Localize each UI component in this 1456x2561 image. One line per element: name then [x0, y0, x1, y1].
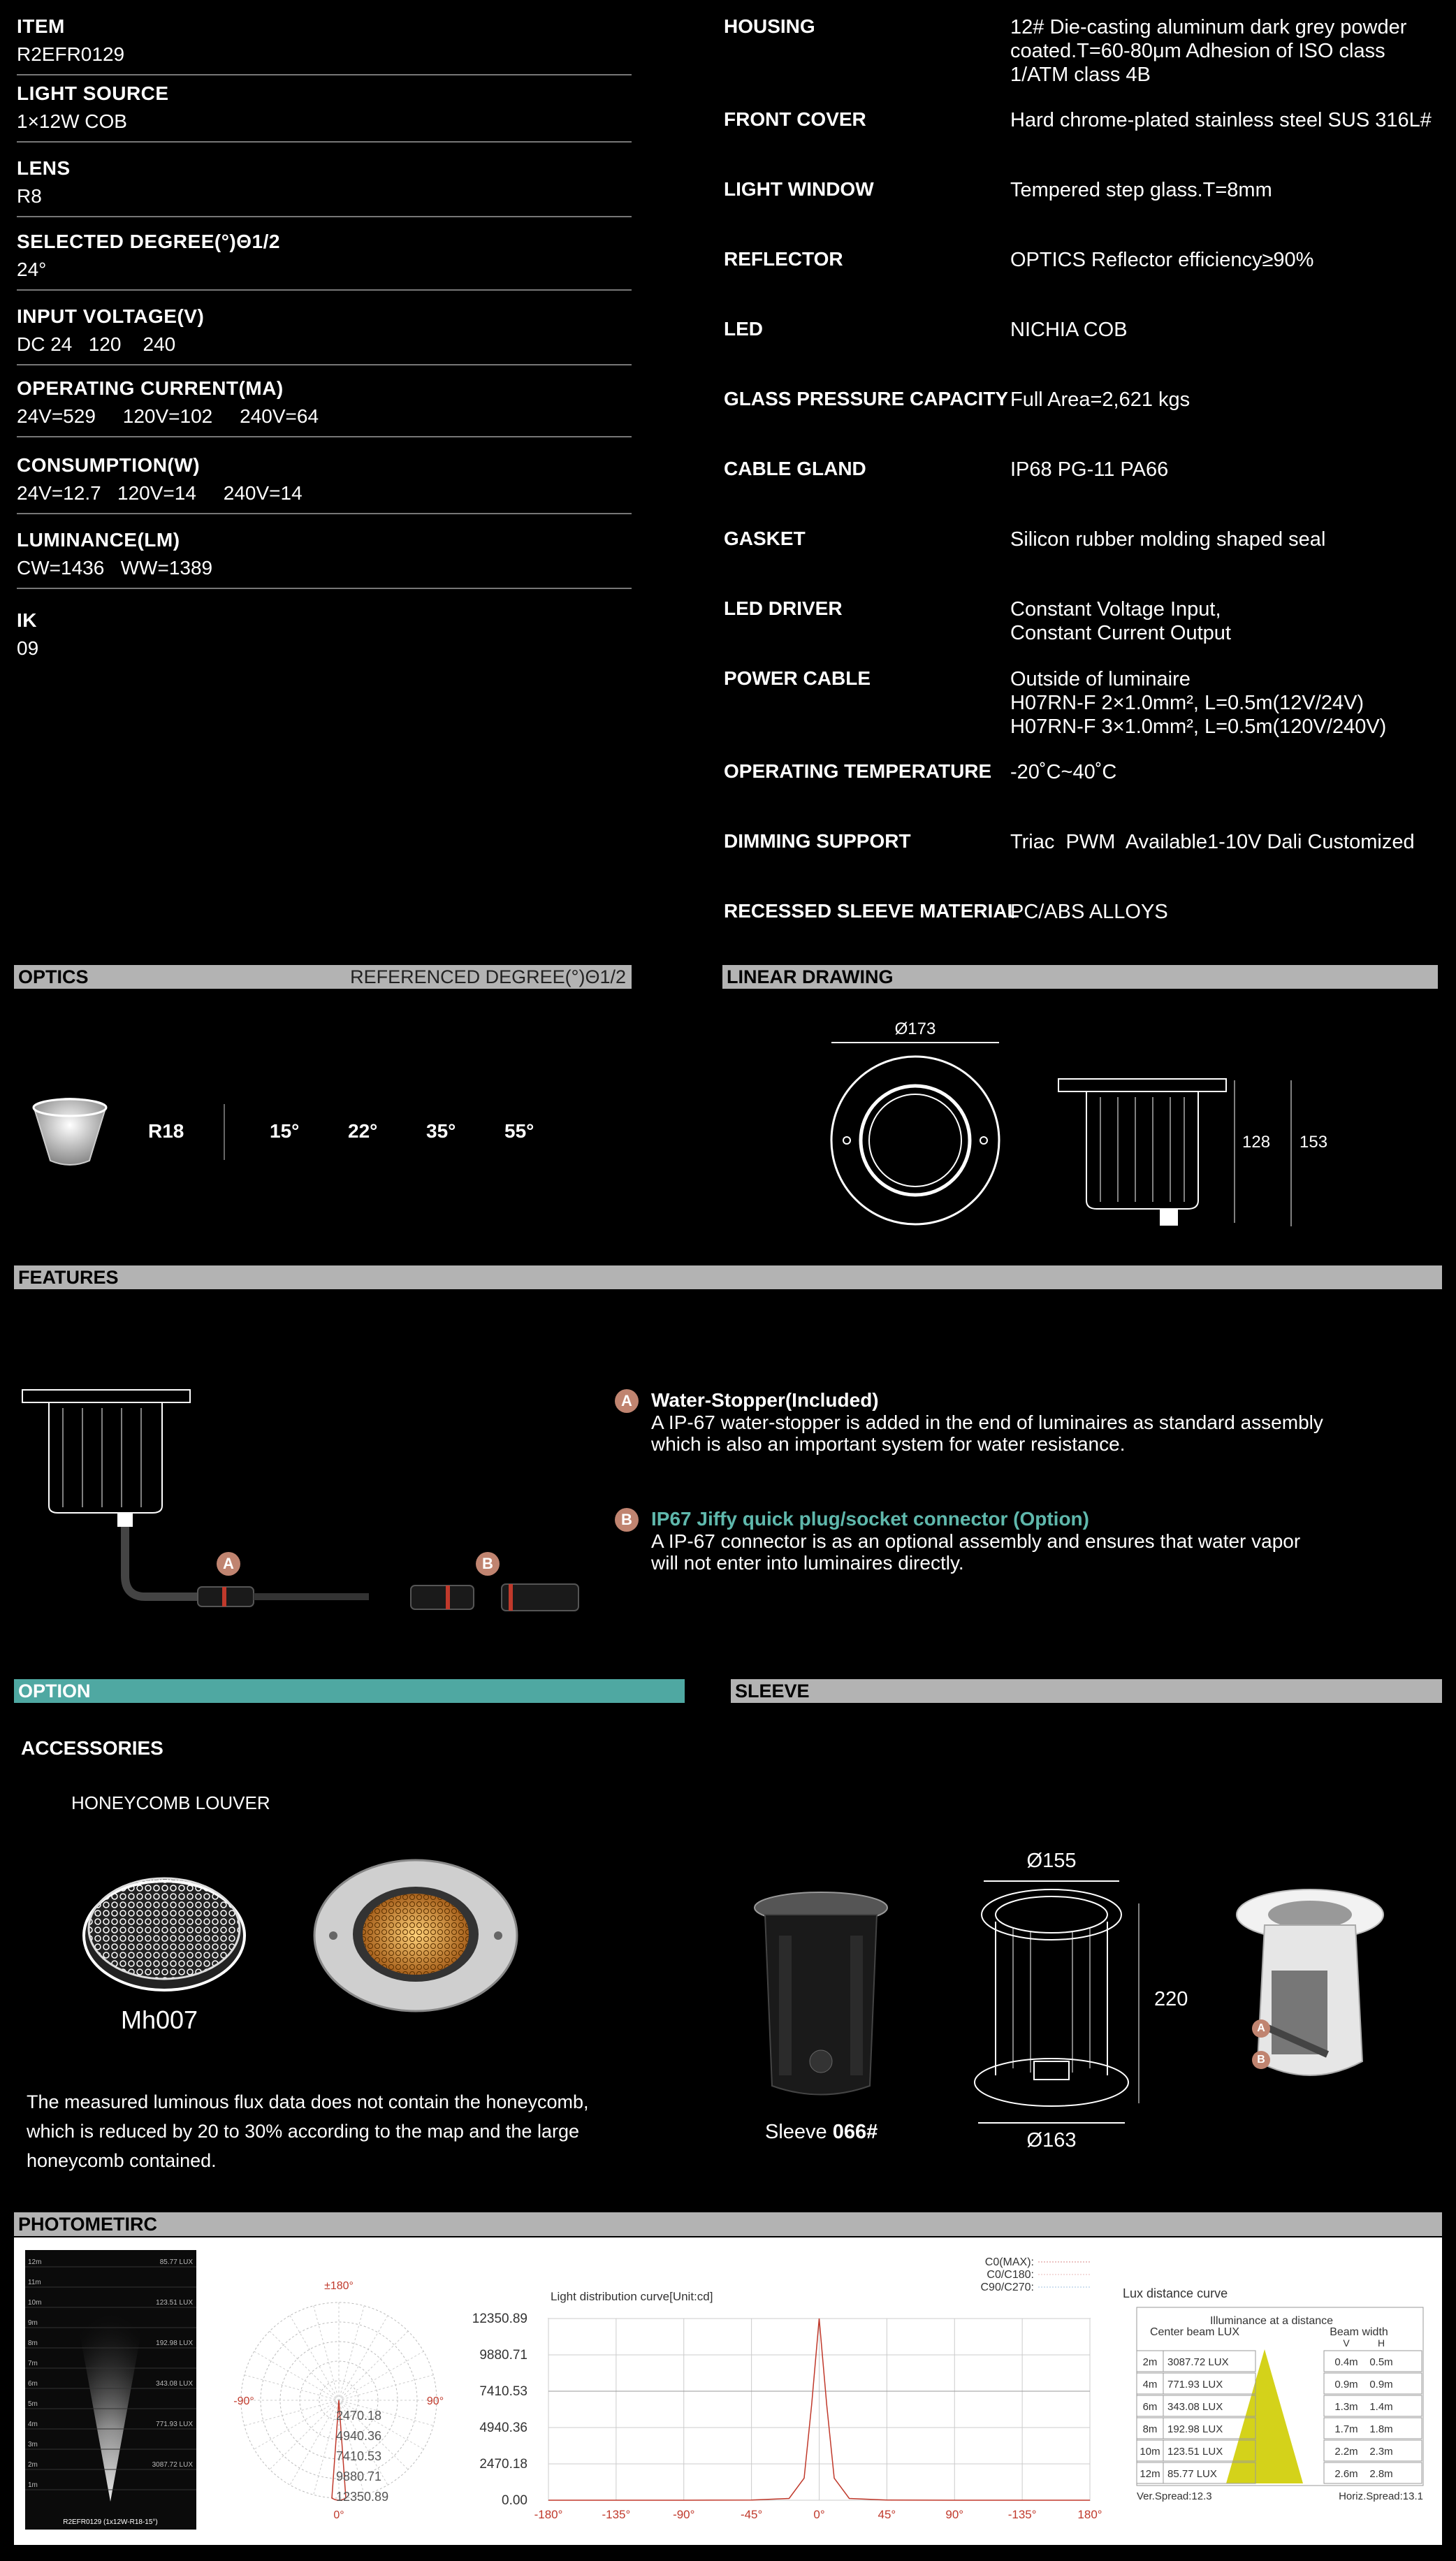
- spec-label: CABLE GLAND: [724, 458, 866, 479]
- spec-value: Constant Voltage Input, Constant Current Output: [1010, 598, 1231, 644]
- curve-x-tick: 0°: [813, 2508, 825, 2521]
- spec-divider: [17, 436, 632, 437]
- beam-scale-distance: 10m: [28, 2299, 42, 2307]
- sleeve-label: [765, 2121, 878, 2144]
- spec-label: LED: [724, 318, 763, 340]
- curve-x-tick: -135°: [602, 2508, 631, 2521]
- lux-title: Lux distance curve: [1123, 2286, 1228, 2300]
- curve-x-tick: -90°: [673, 2508, 695, 2521]
- honeycomb-louver-label: HONEYCOMB LOUVER: [71, 1792, 270, 1813]
- spec-value: PC/ABS ALLOYS: [1010, 901, 1168, 923]
- features-header: [14, 1265, 1442, 1289]
- polar-diagram: [227, 2271, 458, 2523]
- lux-row-distance: 12m: [1140, 2468, 1160, 2480]
- lux-ver-spread: Ver.Spread:12.3: [1137, 2490, 1212, 2502]
- option-title: OPTION: [18, 1681, 91, 1702]
- curve-x-tick: -135°: [1007, 2508, 1037, 2521]
- feature-description: A IP-67 water-stopper is added in the end of luminaires as standard assembly which is also an important system for water resistance.: [651, 1412, 1323, 1455]
- optics-degree-option: 15°: [270, 1120, 300, 1142]
- beam-scale-distance: 12m: [28, 2258, 42, 2266]
- lux-row-distance: 10m: [1140, 2446, 1160, 2458]
- linear-drawing-header: [722, 965, 1438, 989]
- polar-axis-label: 90°: [426, 2395, 444, 2407]
- polar-ring-label: 12350.89: [336, 2490, 389, 2504]
- spec-label: RECESSED SLEEVE MATERIAL: [724, 900, 1019, 922]
- photometric-title: PHOTOMETIRC: [18, 2214, 158, 2235]
- spec-value: 1×12W COB: [17, 110, 127, 132]
- light-distribution-chart: [461, 2249, 1111, 2539]
- honeycomb-louver-image: [77, 1859, 252, 1998]
- spec-label: POWER CABLE: [724, 667, 871, 689]
- spec-label: HOUSING: [724, 15, 815, 37]
- lux-head-illuminance: Illuminance at a distance: [1209, 2315, 1334, 2327]
- curve-y-tick: 7410.53: [479, 2384, 527, 2399]
- lux-row-h: 0.5m: [1369, 2356, 1393, 2368]
- spec-label: OPERATING CURRENT(MA): [17, 377, 284, 399]
- beam-scale-distance: 2m: [28, 2461, 38, 2469]
- features-illustration: [20, 1387, 634, 1618]
- lux-row-value: 771.93 LUX: [1167, 2379, 1223, 2390]
- optics-lens-image: [28, 1094, 112, 1170]
- curve-y-tick: 9880.71: [479, 2348, 527, 2363]
- beam-scale-lux: 771.93 LUX: [156, 2421, 193, 2428]
- spec-label: FRONT COVER: [724, 108, 866, 130]
- honeycomb-model: Mh007: [121, 2005, 198, 2034]
- sleeve-height: 220: [1154, 1988, 1188, 2010]
- spec-value: Triac PWM Available1-10V Dali Customized: [1010, 831, 1415, 853]
- feature-diagram-badge-a: A: [217, 1552, 240, 1576]
- spec-value: Hard chrome-plated stainless steel SUS 316L#: [1010, 109, 1432, 131]
- curve-y-tick: 12350.89: [472, 2312, 527, 2326]
- lux-row-v: 1.3m: [1334, 2401, 1358, 2413]
- accessories-label: ACCESSORIES: [21, 1737, 163, 1759]
- beam-scale-lux: 85.77 LUX: [159, 2258, 193, 2266]
- spec-left-row: [17, 609, 632, 660]
- curve-legend-label: C90/C270:: [980, 2281, 1034, 2293]
- spec-value: R8: [17, 185, 42, 207]
- curve-legend-label: C0(MAX):: [984, 2256, 1034, 2268]
- optics-degree-option: 35°: [426, 1120, 456, 1142]
- spec-label: SELECTED DEGREE(°)Θ1/2: [17, 231, 280, 252]
- spec-value: DC 24 120 240: [17, 333, 176, 355]
- spec-left-row: [17, 305, 632, 365]
- beam-scale-distance: 9m: [28, 2319, 38, 2327]
- curve-title: Light distribution curve[Unit:cd]: [551, 2290, 713, 2303]
- curve-y-tick: 0.00: [502, 2493, 527, 2508]
- spec-divider: [17, 588, 632, 589]
- feature-description: A IP-67 connector is as an optional assembly and ensures that water vapor will not enter into luminaires directly.: [651, 1530, 1301, 1574]
- optics-degree-option: 55°: [504, 1120, 534, 1142]
- honeycomb-note: The measured luminous flux data does not contain the honeycomb, which is reduced by 20 to 30% according to the map and the large honeycomb contained.: [27, 2091, 589, 2171]
- lux-distance-svg: [1121, 2279, 1429, 2513]
- spec-value: Tempered step glass.T=8mm: [1010, 179, 1272, 201]
- spec-value: 24V=12.7 120V=14 240V=14: [17, 482, 303, 504]
- feature-title: IP67 Jiffy quick plug/socket connector (Option): [651, 1508, 1089, 1530]
- spec-label: GASKET: [724, 528, 806, 549]
- honeycomb-installed-image: [311, 1852, 520, 2019]
- curve-x-tick: 45°: [878, 2508, 896, 2521]
- lux-head-beam: Beam width: [1330, 2326, 1388, 2338]
- beam-scale-distance: 11m: [28, 2279, 41, 2286]
- polar-axis-label: -90°: [233, 2395, 254, 2407]
- sleeve-bottom-diameter: Ø163: [1026, 2129, 1077, 2152]
- feature-badge: B: [615, 1508, 639, 1532]
- spec-left-row: [17, 377, 632, 437]
- polar-ring-label: 7410.53: [336, 2449, 382, 2463]
- beam-scale-distance: 7m: [28, 2360, 38, 2367]
- feature-badge: A: [615, 1389, 639, 1413]
- spec-label: LIGHT WINDOW: [724, 178, 874, 200]
- curve-y-tick: 4940.36: [479, 2421, 527, 2435]
- lux-row-value: 343.08 LUX: [1167, 2401, 1223, 2413]
- lux-distance-panel: [1121, 2279, 1429, 2513]
- curve-x-tick: 90°: [945, 2508, 964, 2521]
- lux-hor-spread: Horiz.Spread:13.1: [1339, 2490, 1423, 2502]
- sleeve-label-prefix: Sleeve: [765, 2121, 833, 2143]
- beam-scale-distance: 1m: [28, 2481, 38, 2489]
- sleeve-label-code: 066#: [832, 2121, 878, 2143]
- linear-height-2: 153: [1300, 1133, 1328, 1152]
- linear-drawing-title: LINEAR DRAWING: [727, 966, 894, 987]
- beam-scale-distance: 4m: [28, 2421, 38, 2428]
- lux-row-distance: 2m: [1142, 2356, 1158, 2368]
- lux-row-value: 192.98 LUX: [1167, 2423, 1223, 2435]
- spec-left-row: [17, 454, 632, 514]
- beam-scale-chart: [25, 2250, 196, 2530]
- beam-scale-lux: 192.98 LUX: [156, 2339, 193, 2347]
- sleeve-header: [731, 1679, 1442, 1703]
- lux-row-h: 2.3m: [1369, 2446, 1393, 2458]
- lux-row-h: 0.9m: [1369, 2379, 1393, 2390]
- linear-diameter-label: Ø173: [894, 1020, 936, 1038]
- spec-label: ITEM: [17, 15, 65, 37]
- spec-divider: [17, 513, 632, 514]
- beam-scale-distance: 5m: [28, 2400, 38, 2408]
- feature-title: Water-Stopper(Included): [651, 1389, 879, 1411]
- spec-divider: [17, 289, 632, 291]
- spec-label: REFLECTOR: [724, 248, 843, 270]
- feature-diagram-badge-b: B: [476, 1552, 500, 1576]
- spec-value: 24°: [17, 259, 47, 280]
- spec-value: 09: [17, 637, 39, 659]
- polar-axis-label: 0°: [333, 2509, 344, 2521]
- curve-x-tick: 180°: [1077, 2508, 1102, 2521]
- sleeve-badge-a: A: [1252, 2019, 1270, 2038]
- spec-label: LIGHT SOURCE: [17, 82, 169, 104]
- lux-row-value: 3087.72 LUX: [1167, 2356, 1229, 2368]
- spec-value: Outside of luminaire H07RN-F 2×1.0mm², L=0.5m(12V/24V) H07RN-F 3×1.0mm², L=0.5m(120V/240V): [1010, 668, 1387, 738]
- lux-row-distance: 8m: [1142, 2423, 1158, 2435]
- spec-divider: [17, 364, 632, 365]
- lux-row-v: 1.7m: [1334, 2423, 1358, 2435]
- spec-label: OPERATING TEMPERATURE: [724, 760, 992, 782]
- spec-left-row: [17, 82, 632, 143]
- spec-label: LED DRIVER: [724, 597, 843, 619]
- spec-divider: [17, 141, 632, 143]
- spec-value: CW=1436 WW=1389: [17, 557, 213, 579]
- lux-head-v: V: [1343, 2337, 1350, 2349]
- beam-scale-lux: 343.08 LUX: [156, 2380, 193, 2388]
- lux-row-h: 1.8m: [1369, 2423, 1393, 2435]
- lux-row-v: 2.2m: [1334, 2446, 1358, 2458]
- option-header: [14, 1679, 685, 1703]
- spec-left-row: [17, 231, 632, 291]
- spec-label: INPUT VOLTAGE(V): [17, 305, 205, 327]
- spec-value: 24V=529 120V=102 240V=64: [17, 405, 319, 427]
- beam-scale-distance: 6m: [28, 2380, 38, 2388]
- spec-left-row: [17, 529, 632, 589]
- linear-drawing: [824, 1013, 1397, 1237]
- spec-value: -20˚C~40˚C: [1010, 761, 1117, 783]
- optics-lens-label: R18: [148, 1120, 184, 1142]
- optics-ref-label: REFERENCED DEGREE(°)Θ1/2: [350, 966, 626, 987]
- spec-label: IK: [17, 609, 37, 631]
- spec-label: GLASS PRESSURE CAPACITY: [724, 388, 1009, 409]
- curve-x-tick: -180°: [534, 2508, 563, 2521]
- beam-scale-distance: 8m: [28, 2339, 38, 2347]
- lux-row-h: 1.4m: [1369, 2401, 1393, 2413]
- beam-scale-lux: 3087.72 LUX: [152, 2461, 193, 2469]
- curve-x-tick: -45°: [740, 2508, 763, 2521]
- sleeve-photo: [751, 1887, 891, 2103]
- sleeve-drawing: [971, 1845, 1209, 2152]
- lux-row-value: 85.77 LUX: [1167, 2468, 1217, 2480]
- photometric-header: [14, 2212, 1442, 2236]
- sleeve-top-diameter: Ø155: [1026, 1850, 1077, 1872]
- spec-label: CONSUMPTION(W): [17, 454, 201, 476]
- polar-ring-label: 2470.18: [336, 2409, 382, 2423]
- polar-axis-label: ±180°: [324, 2280, 354, 2292]
- curve-legend-label: C0/C180:: [987, 2269, 1034, 2281]
- curve-y-tick: 2470.18: [479, 2457, 527, 2472]
- polar-ring-label: 4940.36: [336, 2429, 382, 2443]
- linear-height-1: 128: [1242, 1133, 1271, 1152]
- spec-divider: [17, 74, 632, 75]
- lux-row-h: 2.8m: [1369, 2468, 1393, 2480]
- lux-head-center: Center beam LUX: [1149, 2326, 1240, 2338]
- spec-label: DIMMING SUPPORT: [724, 830, 911, 852]
- optics-divider: [224, 1104, 225, 1160]
- optics-title: OPTICS: [18, 966, 89, 987]
- spec-value: Silicon rubber molding shaped seal: [1010, 528, 1326, 551]
- beam-scale-lux: 123.51 LUX: [156, 2299, 193, 2307]
- lux-row-v: 0.9m: [1334, 2379, 1358, 2390]
- sleeve-title: SLEEVE: [735, 1681, 810, 1702]
- features-title: FEATURES: [18, 1267, 119, 1288]
- optics-header: [14, 965, 632, 989]
- optics-degree-option: 22°: [348, 1120, 378, 1142]
- spec-label: LUMINANCE(LM): [17, 529, 180, 551]
- lux-row-v: 2.6m: [1334, 2468, 1358, 2480]
- spec-value: 12# Die-casting aluminum dark grey powder coated.T=60-80μm Adhesion of ISO class 1/ATM class 4B: [1010, 16, 1407, 86]
- spec-label: LENS: [17, 157, 71, 179]
- lux-row-distance: 4m: [1142, 2379, 1158, 2390]
- lux-row-v: 0.4m: [1334, 2356, 1358, 2368]
- spec-value: OPTICS Reflector efficiency≥90%: [1010, 249, 1314, 271]
- beam-scale-caption: R2EFR0129 (1x12W-R18-15°): [63, 2518, 158, 2526]
- spec-value: Full Area=2,621 kgs: [1010, 389, 1191, 411]
- sleeve-badge-b: B: [1252, 2051, 1270, 2069]
- lux-head-h: H: [1377, 2337, 1385, 2349]
- beam-scale-distance: 3m: [28, 2441, 38, 2448]
- spec-divider: [17, 216, 632, 217]
- lux-row-value: 123.51 LUX: [1167, 2446, 1223, 2458]
- polar-ring-label: 9880.71: [336, 2469, 382, 2483]
- spec-left-row: [17, 15, 632, 75]
- spec-value: IP68 PG-11 PA66: [1010, 458, 1169, 481]
- spec-left-row: [17, 157, 632, 217]
- spec-value: R2EFR0129: [17, 43, 125, 65]
- lux-row-distance: 6m: [1142, 2401, 1158, 2413]
- spec-value: NICHIA COB: [1010, 319, 1128, 341]
